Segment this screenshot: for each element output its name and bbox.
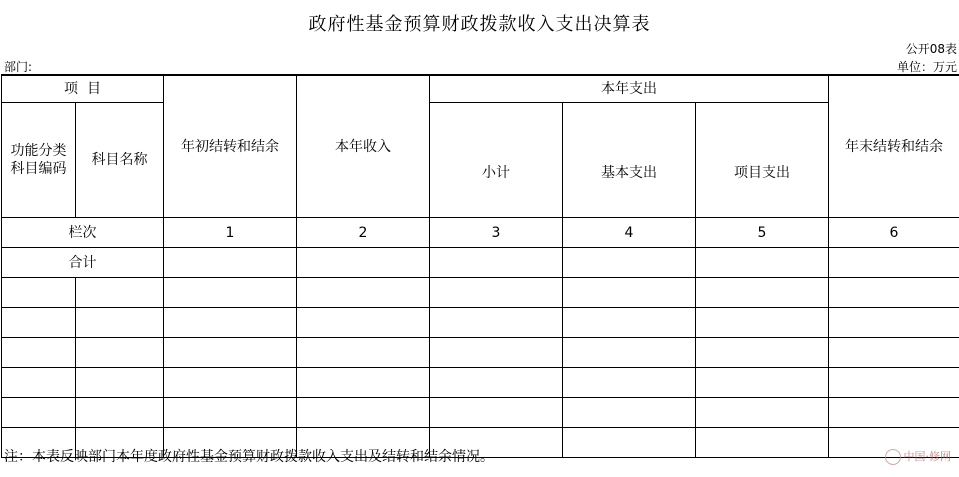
- table-cell: [696, 248, 829, 278]
- table-cell: [297, 308, 430, 338]
- subject-name-header: 科目名称: [76, 103, 164, 218]
- table-cell: [696, 308, 829, 338]
- table-cell: [829, 248, 959, 278]
- seal-icon: [885, 449, 901, 465]
- table-cell: [76, 308, 164, 338]
- item-header-cell: 项 目: [2, 75, 164, 103]
- budget-table: [1, 74, 959, 458]
- basic-expense-header: 基本支出: [563, 103, 696, 218]
- table-cell: [829, 338, 959, 368]
- table-cell: [2, 278, 76, 308]
- table-cell: [76, 368, 164, 398]
- table-cell: [563, 368, 696, 398]
- table-cell: [696, 278, 829, 308]
- department-label: 部门:: [4, 60, 33, 74]
- column-number-4: 4: [563, 218, 696, 248]
- unit-label: 单位：万元: [896, 60, 957, 74]
- table-cell: [164, 278, 297, 308]
- table-cell: [829, 308, 959, 338]
- table-cell: [2, 308, 76, 338]
- table-row: [2, 278, 959, 308]
- column-number-label: 栏次: [2, 218, 164, 248]
- table-cell: [164, 248, 297, 278]
- func-code-header: 功能分类科目编码: [2, 103, 76, 218]
- table-cell: [563, 278, 696, 308]
- table-cell: [430, 308, 563, 338]
- table-cell: [430, 278, 563, 308]
- table-cell: [430, 368, 563, 398]
- table-cell: [430, 338, 563, 368]
- page-title: 政府性基金预算财政拨款收入支出决算表: [308, 14, 651, 35]
- table-cell: [430, 248, 563, 278]
- footnote: 注：本表反映部门本年度政府性基金预算财政拨款收入支出及结转和结余情况。: [4, 449, 494, 465]
- table-cell: [164, 368, 297, 398]
- table-row: [2, 398, 959, 428]
- table-cell: [563, 338, 696, 368]
- table-cell: [696, 368, 829, 398]
- table-cell: [76, 398, 164, 428]
- table-cell: [2, 338, 76, 368]
- table-cell: [563, 248, 696, 278]
- watermark-text: 中国·修网: [903, 450, 951, 463]
- table-cell: [829, 278, 959, 308]
- table-cell: [297, 338, 430, 368]
- begin-balance-header: 年初结转和结余: [164, 75, 297, 218]
- column-number-3: 3: [430, 218, 563, 248]
- income-header: 本年收入: [297, 75, 430, 218]
- table-cell: [829, 368, 959, 398]
- table-cell: [563, 428, 696, 458]
- table-cell: [297, 248, 430, 278]
- table-cell: [297, 368, 430, 398]
- table-cell: [829, 398, 959, 428]
- table-cell: [164, 398, 297, 428]
- top-strip: [0, 0, 959, 3]
- table-cell: [76, 338, 164, 368]
- form-number: 公开08表: [905, 42, 957, 56]
- table-cell: [164, 308, 297, 338]
- table-cell: [696, 428, 829, 458]
- table-cell: [563, 308, 696, 338]
- table-cell: [2, 398, 76, 428]
- table-cell: [76, 278, 164, 308]
- project-expense-header: 项目支出: [696, 103, 829, 218]
- watermark-logo: [885, 448, 952, 465]
- table-cell: [2, 368, 76, 398]
- column-number-1: 1: [164, 218, 297, 248]
- table-row: [2, 368, 959, 398]
- table-cell: [430, 398, 563, 428]
- total-row-label: 合计: [2, 248, 164, 278]
- column-number-6: 6: [829, 218, 959, 248]
- subtotal-header: 小计: [430, 103, 563, 218]
- table-row: [2, 308, 959, 338]
- table-cell: [696, 338, 829, 368]
- table-cell: [696, 398, 829, 428]
- expense-group-header: 本年支出: [430, 75, 829, 103]
- column-number-5: 5: [696, 218, 829, 248]
- table-cell: [297, 278, 430, 308]
- column-number-2: 2: [297, 218, 430, 248]
- table-cell: [297, 398, 430, 428]
- end-balance-header: 年末结转和结余: [829, 75, 959, 218]
- table-cell: [164, 338, 297, 368]
- table-cell: [563, 398, 696, 428]
- table-row: [2, 338, 959, 368]
